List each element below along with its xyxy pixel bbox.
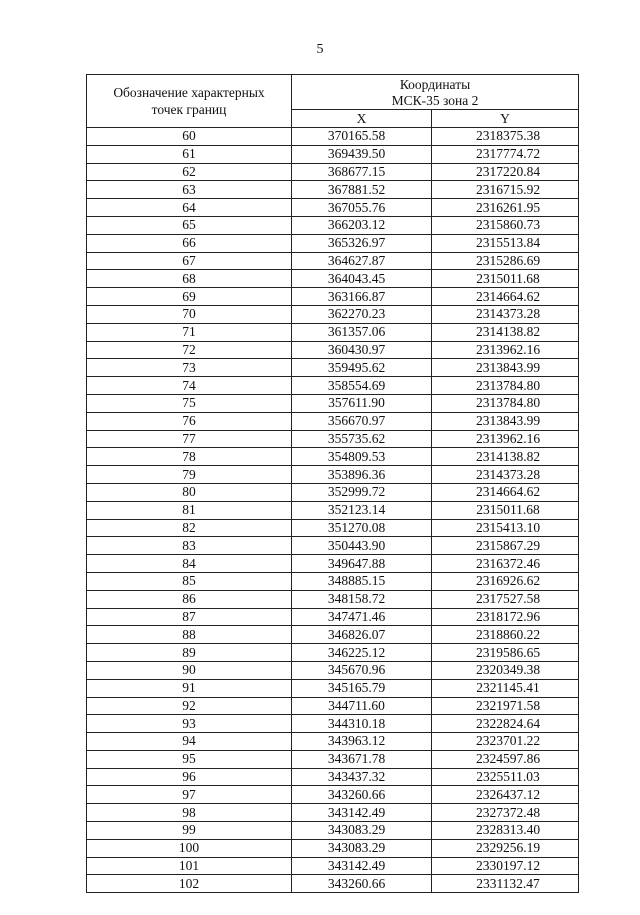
table-row (87, 234, 579, 252)
y-coordinate-cell: 2322824.64 (432, 715, 579, 733)
point-number-cell: 102 (87, 875, 292, 893)
y-coordinate-cell: 2316261.95 (432, 199, 579, 217)
y-coordinate-cell: 2315286.69 (432, 252, 579, 270)
table-row (87, 804, 579, 822)
point-number-cell: 72 (87, 341, 292, 359)
point-number-cell: 62 (87, 163, 292, 181)
point-number-cell: 68 (87, 270, 292, 288)
point-number-cell: 92 (87, 697, 292, 715)
x-coordinate-cell: 355735.62 (292, 430, 432, 448)
x-coordinate-cell: 347471.46 (292, 608, 432, 626)
x-coordinate-cell: 343083.29 (292, 822, 432, 840)
y-coordinate-cell: 2314664.62 (432, 483, 579, 501)
x-coordinate-cell: 343671.78 (292, 750, 432, 768)
point-number-cell: 69 (87, 288, 292, 306)
x-coordinate-cell: 369439.50 (292, 145, 432, 163)
x-coordinate-cell: 360430.97 (292, 341, 432, 359)
x-coordinate-cell: 348158.72 (292, 590, 432, 608)
point-number-cell: 73 (87, 359, 292, 377)
page-number: 5 (316, 42, 324, 57)
table-row (87, 305, 579, 323)
y-coordinate-cell: 2318172.96 (432, 608, 579, 626)
x-coordinate-cell: 343437.32 (292, 768, 432, 786)
point-header-line1: Обозначение характерных (113, 85, 265, 100)
table-row (87, 555, 579, 573)
point-number-cell: 65 (87, 216, 292, 234)
y-coordinate-cell: 2313962.16 (432, 341, 579, 359)
table-row (87, 394, 579, 412)
table-row (87, 483, 579, 501)
table-row (87, 697, 579, 715)
point-number-cell: 61 (87, 145, 292, 163)
table-row (87, 786, 579, 804)
y-coordinate-cell: 2313843.99 (432, 412, 579, 430)
x-coordinate-cell: 357611.90 (292, 394, 432, 412)
point-number-cell: 89 (87, 644, 292, 662)
table-row (87, 359, 579, 377)
y-coordinate-cell: 2317220.84 (432, 163, 579, 181)
point-number-cell: 81 (87, 501, 292, 519)
table-row (87, 733, 579, 751)
x-coordinate-cell: 343142.49 (292, 804, 432, 822)
point-number-cell: 82 (87, 519, 292, 537)
x-column-header: X (292, 110, 432, 128)
y-coordinate-cell: 2316372.46 (432, 555, 579, 573)
table-row (87, 608, 579, 626)
point-number-cell: 83 (87, 537, 292, 555)
x-coordinate-cell: 348885.15 (292, 572, 432, 590)
point-number-cell: 64 (87, 199, 292, 217)
x-coordinate-cell: 361357.06 (292, 323, 432, 341)
y-coordinate-cell: 2315011.68 (432, 270, 579, 288)
table-row (87, 252, 579, 270)
y-coordinate-cell: 2328313.40 (432, 822, 579, 840)
table-row (87, 590, 579, 608)
point-number-cell: 100 (87, 839, 292, 857)
table-row (87, 644, 579, 662)
y-coordinate-cell: 2315867.29 (432, 537, 579, 555)
table-row (87, 875, 579, 893)
x-coordinate-cell: 363166.87 (292, 288, 432, 306)
point-number-cell: 96 (87, 768, 292, 786)
table-row (87, 750, 579, 768)
point-number-cell: 99 (87, 822, 292, 840)
x-coordinate-cell: 343260.66 (292, 875, 432, 893)
y-coordinate-cell: 2314373.28 (432, 466, 579, 484)
x-coordinate-cell: 359495.62 (292, 359, 432, 377)
point-number-cell: 60 (87, 128, 292, 146)
y-coordinate-cell: 2330197.12 (432, 857, 579, 875)
table-row (87, 501, 579, 519)
y-coordinate-cell: 2321145.41 (432, 679, 579, 697)
x-coordinate-cell: 365326.97 (292, 234, 432, 252)
coordinates-header-line2: МСК-35 зона 2 (391, 93, 479, 108)
x-coordinate-cell: 346225.12 (292, 644, 432, 662)
x-coordinate-cell: 345670.96 (292, 661, 432, 679)
point-number-cell: 78 (87, 448, 292, 466)
x-coordinate-cell: 353896.36 (292, 466, 432, 484)
table-row (87, 323, 579, 341)
point-number-cell: 77 (87, 430, 292, 448)
y-coordinate-cell: 2324597.86 (432, 750, 579, 768)
x-coordinate-cell: 351270.08 (292, 519, 432, 537)
table-row (87, 145, 579, 163)
table-row (87, 270, 579, 288)
y-coordinate-cell: 2315011.68 (432, 501, 579, 519)
point-number-cell: 85 (87, 572, 292, 590)
y-coordinate-cell: 2317527.58 (432, 590, 579, 608)
x-coordinate-cell: 349647.88 (292, 555, 432, 573)
y-column-header: Y (432, 110, 579, 128)
y-coordinate-cell: 2315860.73 (432, 216, 579, 234)
x-coordinate-cell: 346826.07 (292, 626, 432, 644)
x-coordinate-cell: 343963.12 (292, 733, 432, 751)
y-coordinate-cell: 2325511.03 (432, 768, 579, 786)
point-header-line2: точек границ (151, 102, 227, 117)
coordinates-header (292, 75, 579, 110)
point-number-cell: 71 (87, 323, 292, 341)
x-coordinate-cell: 352123.14 (292, 501, 432, 519)
point-number-cell: 66 (87, 234, 292, 252)
table-row (87, 216, 579, 234)
y-coordinate-cell: 2314138.82 (432, 323, 579, 341)
point-number-cell: 67 (87, 252, 292, 270)
point-number-cell: 76 (87, 412, 292, 430)
y-coordinate-cell: 2326437.12 (432, 786, 579, 804)
table-row (87, 537, 579, 555)
y-coordinate-cell: 2331132.47 (432, 875, 579, 893)
point-number-cell: 70 (87, 305, 292, 323)
y-coordinate-cell: 2317774.72 (432, 145, 579, 163)
table-row (87, 181, 579, 199)
table-row (87, 163, 579, 181)
point-designation-header (87, 75, 292, 128)
coordinates-header-line1: Координаты (399, 77, 471, 92)
y-coordinate-cell: 2314138.82 (432, 448, 579, 466)
table-row (87, 679, 579, 697)
y-coordinate-cell: 2320349.38 (432, 661, 579, 679)
table-body (87, 128, 579, 893)
x-coordinate-cell: 352999.72 (292, 483, 432, 501)
coordinates-table (86, 74, 579, 893)
y-coordinate-cell: 2313962.16 (432, 430, 579, 448)
x-coordinate-cell: 343142.49 (292, 857, 432, 875)
y-coordinate-cell: 2319586.65 (432, 644, 579, 662)
table-row (87, 626, 579, 644)
y-coordinate-cell: 2313784.80 (432, 377, 579, 395)
y-coordinate-cell: 2315413.10 (432, 519, 579, 537)
point-number-cell: 94 (87, 733, 292, 751)
point-number-cell: 80 (87, 483, 292, 501)
point-number-cell: 86 (87, 590, 292, 608)
table-row (87, 768, 579, 786)
table-row (87, 466, 579, 484)
y-coordinate-cell: 2314664.62 (432, 288, 579, 306)
x-coordinate-cell: 344310.18 (292, 715, 432, 733)
table-row (87, 857, 579, 875)
x-coordinate-cell: 362270.23 (292, 305, 432, 323)
table-row (87, 377, 579, 395)
point-number-cell: 90 (87, 661, 292, 679)
table-row (87, 288, 579, 306)
y-coordinate-cell: 2318860.22 (432, 626, 579, 644)
table-row (87, 430, 579, 448)
x-coordinate-cell: 356670.97 (292, 412, 432, 430)
y-coordinate-cell: 2316926.62 (432, 572, 579, 590)
x-coordinate-cell: 358554.69 (292, 377, 432, 395)
y-coordinate-cell: 2313843.99 (432, 359, 579, 377)
table-row (87, 412, 579, 430)
y-coordinate-cell: 2318375.38 (432, 128, 579, 146)
table-row (87, 839, 579, 857)
point-number-cell: 79 (87, 466, 292, 484)
point-number-cell: 91 (87, 679, 292, 697)
point-number-cell: 97 (87, 786, 292, 804)
x-coordinate-cell: 345165.79 (292, 679, 432, 697)
y-coordinate-cell: 2316715.92 (432, 181, 579, 199)
x-coordinate-cell: 370165.58 (292, 128, 432, 146)
table-row (87, 128, 579, 146)
x-coordinate-cell: 354809.53 (292, 448, 432, 466)
table-row (87, 519, 579, 537)
x-coordinate-cell: 367055.76 (292, 199, 432, 217)
y-coordinate-cell: 2313784.80 (432, 394, 579, 412)
point-number-cell: 88 (87, 626, 292, 644)
table-row (87, 341, 579, 359)
table-row (87, 448, 579, 466)
y-coordinate-cell: 2327372.48 (432, 804, 579, 822)
table-row (87, 661, 579, 679)
point-number-cell: 98 (87, 804, 292, 822)
point-number-cell: 95 (87, 750, 292, 768)
point-number-cell: 87 (87, 608, 292, 626)
x-coordinate-cell: 350443.90 (292, 537, 432, 555)
point-number-cell: 93 (87, 715, 292, 733)
x-coordinate-cell: 343083.29 (292, 839, 432, 857)
table-row (87, 199, 579, 217)
x-coordinate-cell: 367881.52 (292, 181, 432, 199)
x-coordinate-cell: 366203.12 (292, 216, 432, 234)
y-coordinate-cell: 2314373.28 (432, 305, 579, 323)
x-coordinate-cell: 368677.15 (292, 163, 432, 181)
table-row (87, 572, 579, 590)
point-number-cell: 63 (87, 181, 292, 199)
y-coordinate-cell: 2315513.84 (432, 234, 579, 252)
x-coordinate-cell: 364627.87 (292, 252, 432, 270)
point-number-cell: 75 (87, 394, 292, 412)
table-row (87, 715, 579, 733)
y-coordinate-cell: 2323701.22 (432, 733, 579, 751)
point-number-cell: 84 (87, 555, 292, 573)
x-coordinate-cell: 344711.60 (292, 697, 432, 715)
table-row (87, 822, 579, 840)
point-number-cell: 74 (87, 377, 292, 395)
y-coordinate-cell: 2329256.19 (432, 839, 579, 857)
x-coordinate-cell: 364043.45 (292, 270, 432, 288)
y-coordinate-cell: 2321971.58 (432, 697, 579, 715)
x-coordinate-cell: 343260.66 (292, 786, 432, 804)
point-number-cell: 101 (87, 857, 292, 875)
